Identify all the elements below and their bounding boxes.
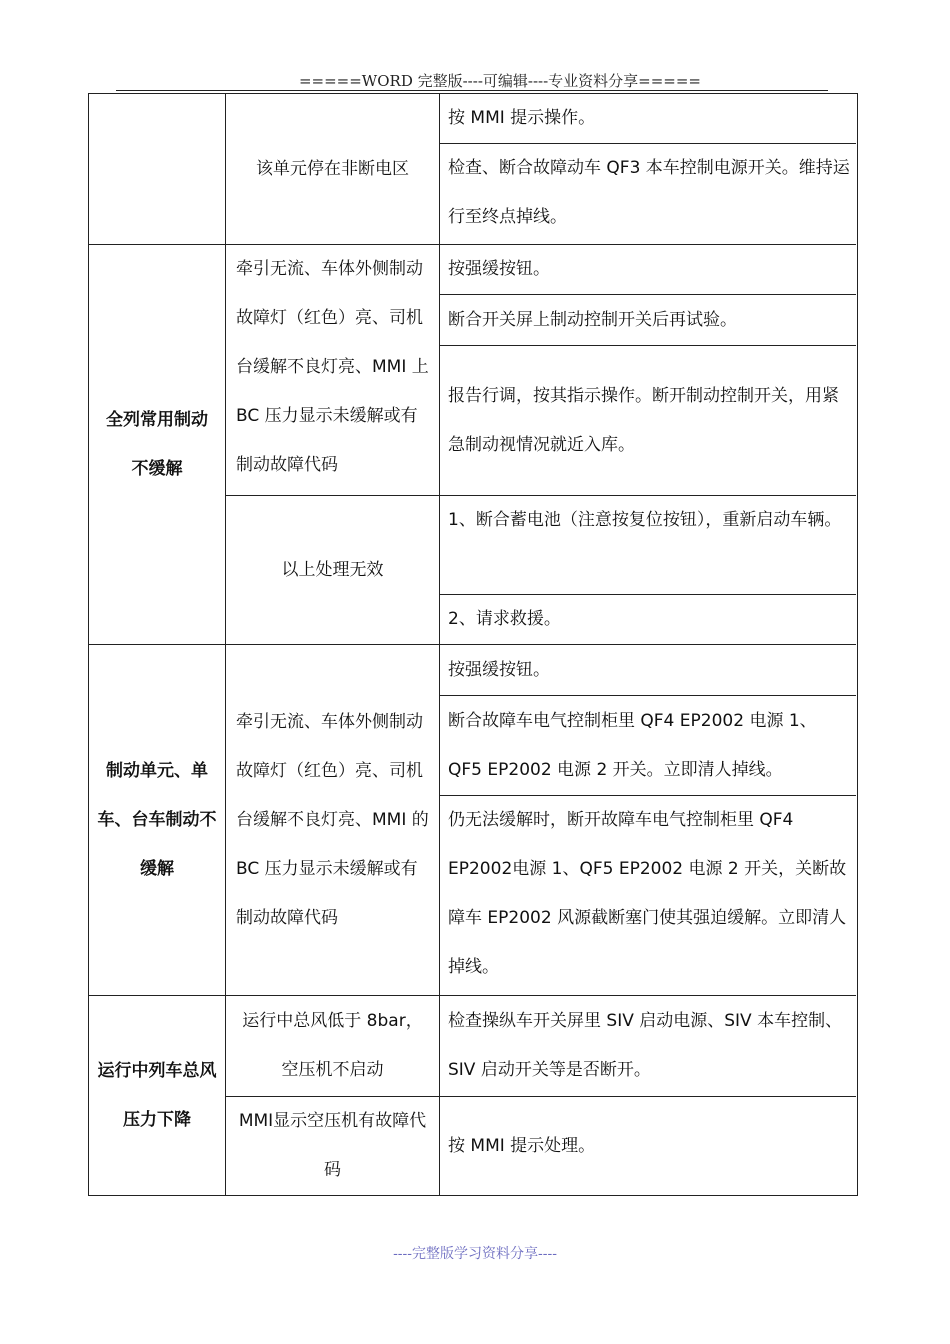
symptom-cell xyxy=(226,245,439,495)
action-cell xyxy=(440,245,856,294)
action-text: 检查操纵车开关屏里 SIV 启动电源、SIV 本车控制、SIV 启动开关等是否断开。 xyxy=(448,1011,843,1080)
page-footer: ----完整版学习资料分享---- xyxy=(393,1246,557,1262)
symptom-text: 以上处理无效 xyxy=(281,559,384,580)
action-cell xyxy=(440,346,856,495)
symptom-text: 牵引无流、车体外侧制动故障灯（红色）亮、司机台缓解不良灯亮、MMI 上 BC 压力显示未缓解或有制动故障代码 xyxy=(236,259,429,475)
action-cell xyxy=(440,295,856,345)
fault-name-cell xyxy=(97,645,217,995)
action-cell xyxy=(440,645,856,695)
action-text: 按强缓按钮。 xyxy=(448,259,550,279)
fault-name: 制动单元、单车、台车制动不缓解 xyxy=(97,760,217,879)
symptom-cell xyxy=(226,1097,439,1195)
header-rule xyxy=(116,90,828,91)
action-cell xyxy=(440,1097,856,1195)
symptom-text: MMI显示空压机有故障代码 xyxy=(238,1111,427,1180)
symptom-text: 牵引无流、车体外侧制动故障灯（红色）亮、司机台缓解不良灯亮、MMI 的 BC 压力显示未缓解或有制动故障代码 xyxy=(236,711,429,928)
symptom-cell xyxy=(226,496,439,644)
action-cell xyxy=(440,996,856,1096)
fault-name-cell xyxy=(97,996,217,1195)
action-text: 按 MMI 提示操作。 xyxy=(448,108,596,128)
action-text: 1、断合蓄电池（注意按复位按钮），重新启动车辆。 xyxy=(448,510,842,530)
fault-table xyxy=(88,93,858,1196)
symptom-cell xyxy=(226,645,439,995)
action-text: 仍无法缓解时，断开故障车电气控制柜里 QF4 EP2002电源 1、QF5 EP2002 电源 2 开关，关断故障车 EP2002 风源截断塞门使其强迫缓解。立即清人掉线。 xyxy=(448,810,847,977)
action-text: 2、请求救援。 xyxy=(448,609,561,629)
symptom-text: 该单元停在非断电区 xyxy=(256,158,409,179)
action-text: 检查、断合故障动车 QF3 本车控制电源开关。维持运行至终点掉线。 xyxy=(448,158,850,227)
page-header: =====WORD 完整版----可编辑----专业资料分享===== xyxy=(298,72,702,90)
action-text: 报告行调，按其指示操作。断开制动控制开关，用紧急制动视情况就近入库。 xyxy=(448,385,839,455)
action-cell xyxy=(440,595,856,644)
action-cell xyxy=(440,796,856,995)
action-cell xyxy=(440,94,856,143)
action-cell xyxy=(440,144,856,244)
symptom-cell xyxy=(226,996,439,1096)
action-text: 按 MMI 提示处理。 xyxy=(448,1135,596,1156)
fault-name: 运行中列车总风压力下降 xyxy=(97,1060,217,1130)
action-cell xyxy=(440,696,856,795)
symptom-cell xyxy=(226,94,439,244)
fault-name-cell xyxy=(99,245,215,644)
fault-name: 全列常用制动不缓解 xyxy=(106,409,208,479)
action-text: 按强缓按钮。 xyxy=(448,659,550,680)
symptom-text: 运行中总风低于 8bar，空压机不启动 xyxy=(242,1011,423,1080)
action-cell xyxy=(440,496,856,594)
action-text: 断合故障车电气控制柜里 QF4 EP2002 电源 1、QF5 EP2002 电源 2 开关。立即清人掉线。 xyxy=(448,710,817,780)
action-text: 断合开关屏上制动控制开关后再试验。 xyxy=(448,309,737,330)
